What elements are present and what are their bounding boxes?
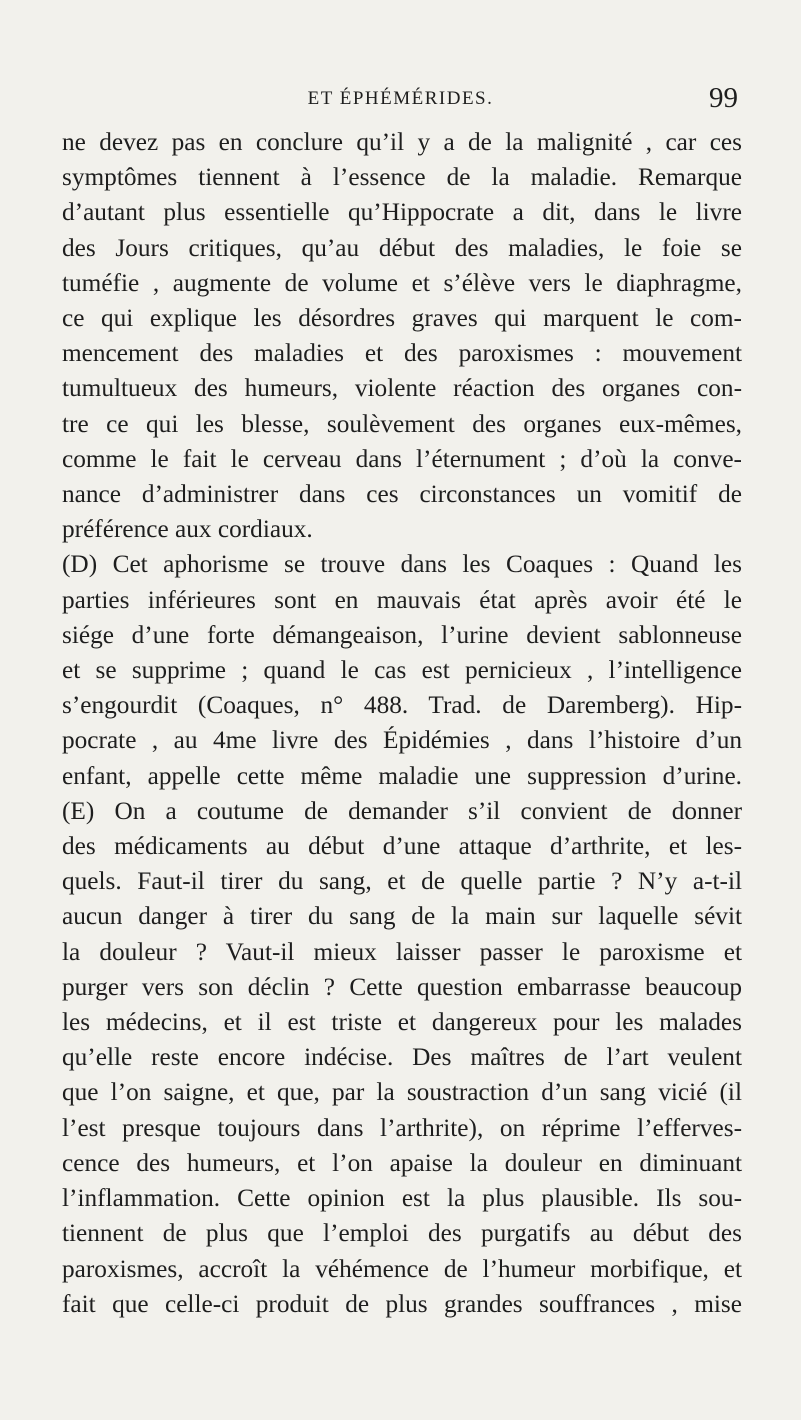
text-line: cence des humeurs, et l’on apaise la douleur en diminuant	[62, 1148, 742, 1177]
text-line: parties inférieures sont en mauvais état après avoir été le	[62, 585, 742, 614]
text-line: quels. Faut-il tirer du sang, et de quelle partie ? N’y a-t-il	[62, 867, 742, 896]
text-line: la douleur ? Vaut-il mieux laisser passer le paroxisme et	[62, 937, 742, 966]
text-line: pocrate , au 4me livre des Épidémies , dans l’histoire d’un	[62, 726, 742, 755]
text-line: comme le fait le cerveau dans l’éternument ; d’où la conve-	[62, 444, 742, 473]
text-line: préférence aux cordiaux.	[62, 515, 313, 544]
text-line: siége d’une forte démangeaison, l’urine devient sablonneuse	[62, 620, 742, 649]
text-line: que l’on saigne, et que, par la soustraction d’un sang vicié (il	[62, 1078, 742, 1107]
page-number: 99	[709, 82, 738, 114]
text-line: ce qui explique les désordres graves qui marquent le com-	[62, 304, 742, 333]
text-line: symptômes tiennent à l’essence de la maladie. Remarque	[62, 163, 742, 192]
text-line: et se supprime ; quand le cas est pernicieux , l’intelligence	[62, 656, 742, 685]
text-line: mencement des maladies et des paroxismes : mouvement	[62, 339, 742, 368]
text-line: tiennent de plus que l’emploi des purgatifs au début des	[62, 1219, 742, 1248]
text-line: nance d’administrer dans ces circonstances un vomitif de	[62, 480, 742, 509]
text-line: paroxismes, accroît la véhémence de l’humeur morbifique, et	[62, 1254, 742, 1283]
text-line: fait que celle-ci produit de plus grandes souffrances , mise	[62, 1289, 742, 1318]
text-line: (E) On a coutume de demander s’il convient de donner	[62, 796, 742, 825]
text-line: l’inflammation. Cette opinion est la plus plausible. Ils sou-	[62, 1184, 742, 1213]
text-line: tuméfie , augmente de volume et s’élève vers le diaphragme,	[62, 268, 742, 297]
text-line: s’engourdit (Coaques, n° 488. Trad. de Daremberg). Hip-	[62, 691, 742, 720]
text-line: tre ce qui les blesse, soulèvement des organes eux-mêmes,	[62, 409, 742, 438]
text-line: d’autant plus essentielle qu’Hippocrate a dit, dans le livre	[62, 198, 742, 227]
text-line: aucun danger à tirer du sang de la main sur laquelle sévit	[62, 902, 742, 931]
text-line: les médecins, et il est triste et dangereux pour les malades	[62, 1008, 742, 1037]
text-line: qu’elle reste encore indécise. Des maîtres de l’art veulent	[62, 1043, 742, 1072]
text-line: des médicaments au début d’une attaque d’arthrite, et les-	[62, 832, 742, 861]
running-title: ET ÉPHÉMÉRIDES.	[307, 88, 494, 109]
text-line: (D) Cet aphorisme se trouve dans les Coaques : Quand les	[62, 550, 742, 579]
text-line: purger vers son déclin ? Cette question embarrasse beaucoup	[62, 972, 742, 1001]
body-text	[62, 125, 742, 1322]
text-line: l’est presque toujours dans l’arthrite), on réprime l’efferves-	[62, 1113, 742, 1142]
text-line: tumultueux des humeurs, violente réaction des organes con-	[62, 374, 742, 403]
text-line: enfant, appelle cette même maladie une suppression d’urine.	[62, 761, 742, 790]
text-line: ne devez pas en conclure qu’il y a de la malignité , car ces	[62, 128, 742, 156]
text-line: des Jours critiques, qu’au début des maladies, le foie se	[62, 233, 742, 262]
running-head	[0, 82, 801, 116]
